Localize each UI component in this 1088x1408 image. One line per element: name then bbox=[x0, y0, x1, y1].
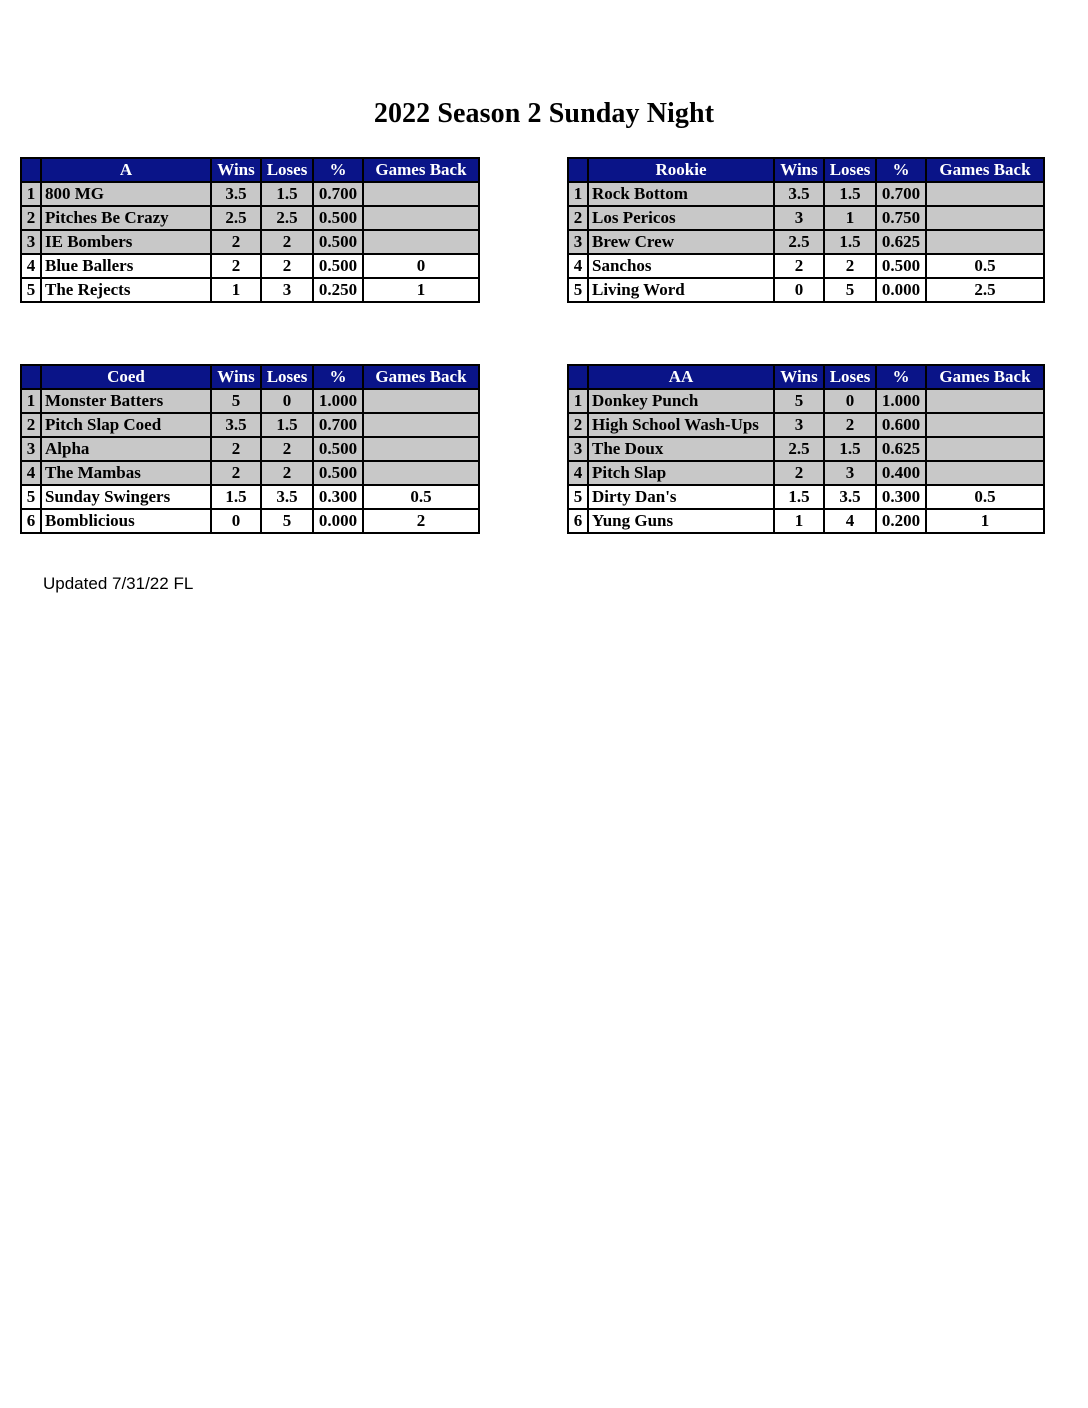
wins-cell: 3.5 bbox=[774, 182, 824, 206]
loses-cell: 2.5 bbox=[261, 206, 313, 230]
pct-cell: 0.500 bbox=[313, 461, 363, 485]
table-row bbox=[568, 485, 1044, 509]
rank-cell: 2 bbox=[21, 413, 41, 437]
pct-cell: 1.000 bbox=[313, 389, 363, 413]
loses-cell: 1.5 bbox=[261, 182, 313, 206]
table-row bbox=[21, 461, 479, 485]
games-back-cell: 0.5 bbox=[926, 254, 1044, 278]
games-back-cell bbox=[363, 206, 479, 230]
rank-cell: 2 bbox=[568, 413, 588, 437]
loses-cell: 1.5 bbox=[261, 413, 313, 437]
pct-header: % bbox=[313, 158, 363, 182]
rank-cell: 6 bbox=[568, 509, 588, 533]
rank-cell: 1 bbox=[21, 389, 41, 413]
wins-cell: 1 bbox=[211, 278, 261, 302]
pct-header: % bbox=[313, 365, 363, 389]
pct-cell: 0.700 bbox=[876, 182, 926, 206]
games-back-cell: 1 bbox=[926, 509, 1044, 533]
wins-cell: 3 bbox=[774, 413, 824, 437]
table-row bbox=[568, 278, 1044, 302]
table-header-row bbox=[568, 158, 1044, 182]
loses-cell: 2 bbox=[261, 437, 313, 461]
pct-cell: 0.250 bbox=[313, 278, 363, 302]
standings-table-rookie bbox=[567, 157, 1045, 303]
loses-cell: 2 bbox=[824, 254, 876, 278]
pct-cell: 0.625 bbox=[876, 437, 926, 461]
table-row bbox=[568, 461, 1044, 485]
rank-cell: 2 bbox=[21, 206, 41, 230]
table-row bbox=[21, 278, 479, 302]
rank-cell: 3 bbox=[568, 230, 588, 254]
team-cell: The Doux bbox=[588, 437, 774, 461]
games-back-cell bbox=[926, 182, 1044, 206]
pct-cell: 0.500 bbox=[313, 230, 363, 254]
games-back-cell bbox=[926, 437, 1044, 461]
team-cell: High School Wash-Ups bbox=[588, 413, 774, 437]
games-back-cell bbox=[363, 230, 479, 254]
loses-cell: 1.5 bbox=[824, 230, 876, 254]
loses-cell: 1.5 bbox=[824, 182, 876, 206]
pct-cell: 0.500 bbox=[313, 437, 363, 461]
rank-cell: 5 bbox=[21, 278, 41, 302]
table-row bbox=[21, 485, 479, 509]
wins-cell: 0 bbox=[211, 509, 261, 533]
team-cell: Living Word bbox=[588, 278, 774, 302]
loses-cell: 3.5 bbox=[261, 485, 313, 509]
table-row bbox=[568, 182, 1044, 206]
pct-header: % bbox=[876, 158, 926, 182]
pct-cell: 0.600 bbox=[876, 413, 926, 437]
standings-table-a bbox=[20, 157, 480, 303]
rank-cell: 4 bbox=[21, 461, 41, 485]
team-cell: The Mambas bbox=[41, 461, 211, 485]
loses-header: Loses bbox=[261, 365, 313, 389]
rank-cell: 1 bbox=[21, 182, 41, 206]
standings-table-coed bbox=[20, 364, 480, 534]
wins-header: Wins bbox=[774, 158, 824, 182]
games-back-cell: 1 bbox=[363, 278, 479, 302]
pct-cell: 1.000 bbox=[876, 389, 926, 413]
rank-header bbox=[568, 365, 588, 389]
rank-header bbox=[21, 365, 41, 389]
table-row bbox=[568, 389, 1044, 413]
division-name: A bbox=[41, 158, 211, 182]
games-back-cell bbox=[926, 389, 1044, 413]
loses-header: Loses bbox=[824, 158, 876, 182]
wins-cell: 2 bbox=[211, 230, 261, 254]
table-row bbox=[21, 437, 479, 461]
games-back-cell bbox=[926, 413, 1044, 437]
games-back-cell: 0 bbox=[363, 254, 479, 278]
loses-cell: 1 bbox=[824, 206, 876, 230]
wins-cell: 2 bbox=[211, 461, 261, 485]
loses-cell: 0 bbox=[824, 389, 876, 413]
loses-cell: 4 bbox=[824, 509, 876, 533]
pct-cell: 0.300 bbox=[876, 485, 926, 509]
pct-cell: 0.625 bbox=[876, 230, 926, 254]
games-back-header: Games Back bbox=[363, 158, 479, 182]
team-cell: Pitches Be Crazy bbox=[41, 206, 211, 230]
loses-cell: 2 bbox=[261, 461, 313, 485]
wins-cell: 2 bbox=[774, 254, 824, 278]
pct-cell: 0.200 bbox=[876, 509, 926, 533]
wins-cell: 0 bbox=[774, 278, 824, 302]
loses-cell: 2 bbox=[261, 254, 313, 278]
table-row bbox=[568, 437, 1044, 461]
wins-cell: 2.5 bbox=[211, 206, 261, 230]
team-cell: Monster Batters bbox=[41, 389, 211, 413]
page-title: 2022 Season 2 Sunday Night bbox=[373, 98, 715, 129]
pct-cell: 0.500 bbox=[876, 254, 926, 278]
table-header-row bbox=[568, 365, 1044, 389]
games-back-header: Games Back bbox=[363, 365, 479, 389]
rank-cell: 6 bbox=[21, 509, 41, 533]
wins-header: Wins bbox=[774, 365, 824, 389]
rank-cell: 4 bbox=[21, 254, 41, 278]
wins-cell: 2 bbox=[211, 437, 261, 461]
team-cell: Rock Bottom bbox=[588, 182, 774, 206]
team-cell: Sanchos bbox=[588, 254, 774, 278]
games-back-cell bbox=[363, 461, 479, 485]
division-name: AA bbox=[588, 365, 774, 389]
rank-cell: 3 bbox=[21, 230, 41, 254]
loses-cell: 2 bbox=[261, 230, 313, 254]
games-back-cell bbox=[926, 206, 1044, 230]
table-row bbox=[568, 254, 1044, 278]
table-row bbox=[21, 230, 479, 254]
wins-cell: 1.5 bbox=[774, 485, 824, 509]
rank-cell: 5 bbox=[568, 278, 588, 302]
team-cell: Sunday Swingers bbox=[41, 485, 211, 509]
games-back-cell bbox=[363, 182, 479, 206]
games-back-cell bbox=[363, 437, 479, 461]
games-back-header: Games Back bbox=[926, 365, 1044, 389]
standings-table-aa bbox=[567, 364, 1045, 534]
team-cell: 800 MG bbox=[41, 182, 211, 206]
rank-cell: 5 bbox=[21, 485, 41, 509]
games-back-cell: 2 bbox=[363, 509, 479, 533]
wins-cell: 2.5 bbox=[774, 230, 824, 254]
team-cell: Dirty Dan's bbox=[588, 485, 774, 509]
rank-cell: 5 bbox=[568, 485, 588, 509]
team-cell: Pitch Slap bbox=[588, 461, 774, 485]
team-cell: IE Bombers bbox=[41, 230, 211, 254]
team-cell: Brew Crew bbox=[588, 230, 774, 254]
team-cell: Blue Ballers bbox=[41, 254, 211, 278]
wins-cell: 2 bbox=[211, 254, 261, 278]
loses-header: Loses bbox=[824, 365, 876, 389]
rank-cell: 3 bbox=[568, 437, 588, 461]
games-back-cell: 0.5 bbox=[363, 485, 479, 509]
wins-header: Wins bbox=[211, 365, 261, 389]
rank-header bbox=[21, 158, 41, 182]
team-cell: Alpha bbox=[41, 437, 211, 461]
pct-cell: 0.700 bbox=[313, 413, 363, 437]
team-cell: Yung Guns bbox=[588, 509, 774, 533]
pct-header: % bbox=[876, 365, 926, 389]
loses-cell: 5 bbox=[261, 509, 313, 533]
games-back-cell bbox=[926, 230, 1044, 254]
team-cell: Donkey Punch bbox=[588, 389, 774, 413]
rank-cell: 1 bbox=[568, 389, 588, 413]
pct-cell: 0.300 bbox=[313, 485, 363, 509]
table-row bbox=[568, 413, 1044, 437]
loses-cell: 0 bbox=[261, 389, 313, 413]
team-cell: Pitch Slap Coed bbox=[41, 413, 211, 437]
loses-cell: 3 bbox=[261, 278, 313, 302]
pct-cell: 0.500 bbox=[313, 206, 363, 230]
wins-cell: 2.5 bbox=[774, 437, 824, 461]
pct-cell: 0.750 bbox=[876, 206, 926, 230]
loses-cell: 3 bbox=[824, 461, 876, 485]
wins-cell: 3.5 bbox=[211, 182, 261, 206]
wins-cell: 2 bbox=[774, 461, 824, 485]
table-header-row bbox=[21, 158, 479, 182]
table-row bbox=[21, 182, 479, 206]
games-back-cell bbox=[363, 389, 479, 413]
wins-cell: 1 bbox=[774, 509, 824, 533]
games-back-cell: 0.5 bbox=[926, 485, 1044, 509]
wins-cell: 5 bbox=[774, 389, 824, 413]
rank-header bbox=[568, 158, 588, 182]
table-row bbox=[568, 230, 1044, 254]
rank-cell: 2 bbox=[568, 206, 588, 230]
games-back-cell bbox=[926, 461, 1044, 485]
table-row bbox=[21, 206, 479, 230]
loses-cell: 5 bbox=[824, 278, 876, 302]
rank-cell: 4 bbox=[568, 254, 588, 278]
wins-cell: 3 bbox=[774, 206, 824, 230]
loses-header: Loses bbox=[261, 158, 313, 182]
loses-cell: 2 bbox=[824, 413, 876, 437]
loses-cell: 1.5 bbox=[824, 437, 876, 461]
table-row bbox=[21, 254, 479, 278]
rank-cell: 4 bbox=[568, 461, 588, 485]
games-back-header: Games Back bbox=[926, 158, 1044, 182]
pct-cell: 0.700 bbox=[313, 182, 363, 206]
pct-cell: 0.000 bbox=[876, 278, 926, 302]
rank-cell: 3 bbox=[21, 437, 41, 461]
rank-cell: 1 bbox=[568, 182, 588, 206]
division-name: Rookie bbox=[588, 158, 774, 182]
wins-header: Wins bbox=[211, 158, 261, 182]
pct-cell: 0.000 bbox=[313, 509, 363, 533]
updated-note: Updated 7/31/22 FL bbox=[43, 574, 194, 593]
wins-cell: 1.5 bbox=[211, 485, 261, 509]
games-back-cell: 2.5 bbox=[926, 278, 1044, 302]
team-cell: The Rejects bbox=[41, 278, 211, 302]
team-cell: Bomblicious bbox=[41, 509, 211, 533]
games-back-cell bbox=[363, 413, 479, 437]
table-row bbox=[21, 389, 479, 413]
team-cell: Los Pericos bbox=[588, 206, 774, 230]
table-row bbox=[21, 413, 479, 437]
pct-cell: 0.500 bbox=[313, 254, 363, 278]
table-header-row bbox=[21, 365, 479, 389]
loses-cell: 3.5 bbox=[824, 485, 876, 509]
wins-cell: 5 bbox=[211, 389, 261, 413]
table-row bbox=[21, 509, 479, 533]
wins-cell: 3.5 bbox=[211, 413, 261, 437]
table-row bbox=[568, 206, 1044, 230]
division-name: Coed bbox=[41, 365, 211, 389]
table-row bbox=[568, 509, 1044, 533]
pct-cell: 0.400 bbox=[876, 461, 926, 485]
